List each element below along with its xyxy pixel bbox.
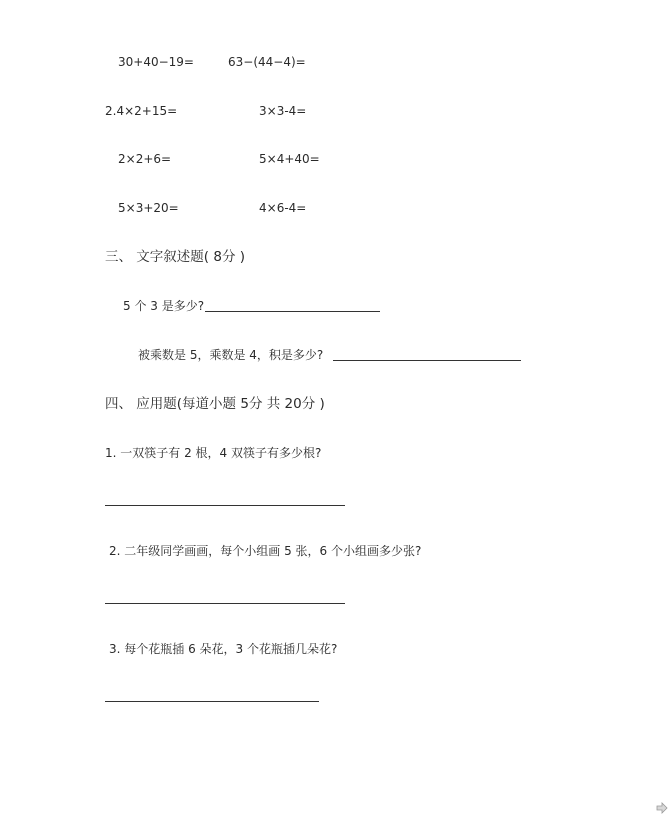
answer-line[interactable] bbox=[205, 311, 380, 312]
section-3-question-1: 5 个 3 是多少? bbox=[123, 299, 205, 313]
section-3-question-2: 被乘数是 5，乘数是 4，积是多少? bbox=[138, 348, 324, 362]
calc-row-4-right: 4×6-4= bbox=[259, 201, 307, 215]
calc-row-1-left: 30+40−19= bbox=[118, 55, 194, 69]
calc-row-4-left: 5×3+20= bbox=[118, 201, 179, 215]
answer-line[interactable] bbox=[333, 360, 521, 361]
section-3-heading: 三、 文字叙述题( 8分 ) bbox=[105, 249, 245, 265]
calc-row-1-right: 63−(44−4)= bbox=[228, 55, 306, 69]
page-turn-icon[interactable] bbox=[656, 799, 668, 811]
calc-row-3-right: 5×4+40= bbox=[259, 152, 320, 166]
answer-line[interactable] bbox=[105, 701, 319, 702]
answer-line[interactable] bbox=[105, 603, 345, 604]
section-4-heading: 四、 应用题(每道小题 5分 共 20分 ) bbox=[105, 396, 325, 412]
answer-line[interactable] bbox=[105, 505, 345, 506]
section-4-question-2: 2. 二年级同学画画，每个小组画 5 张，6 个小组画多少张? bbox=[109, 544, 422, 558]
calc-row-3-left: 2×2+6= bbox=[118, 152, 172, 166]
section-4-question-1: 1. 一双筷子有 2 根，4 双筷子有多少根? bbox=[105, 446, 322, 460]
calc-row-2-right: 3×3-4= bbox=[259, 104, 307, 118]
page-turn-icon-graphic bbox=[656, 802, 668, 814]
section-4-question-3: 3. 每个花瓶插 6 朵花，3 个花瓶插几朵花? bbox=[109, 642, 338, 656]
calc-row-2-left: 2.4×2+15= bbox=[105, 104, 178, 118]
